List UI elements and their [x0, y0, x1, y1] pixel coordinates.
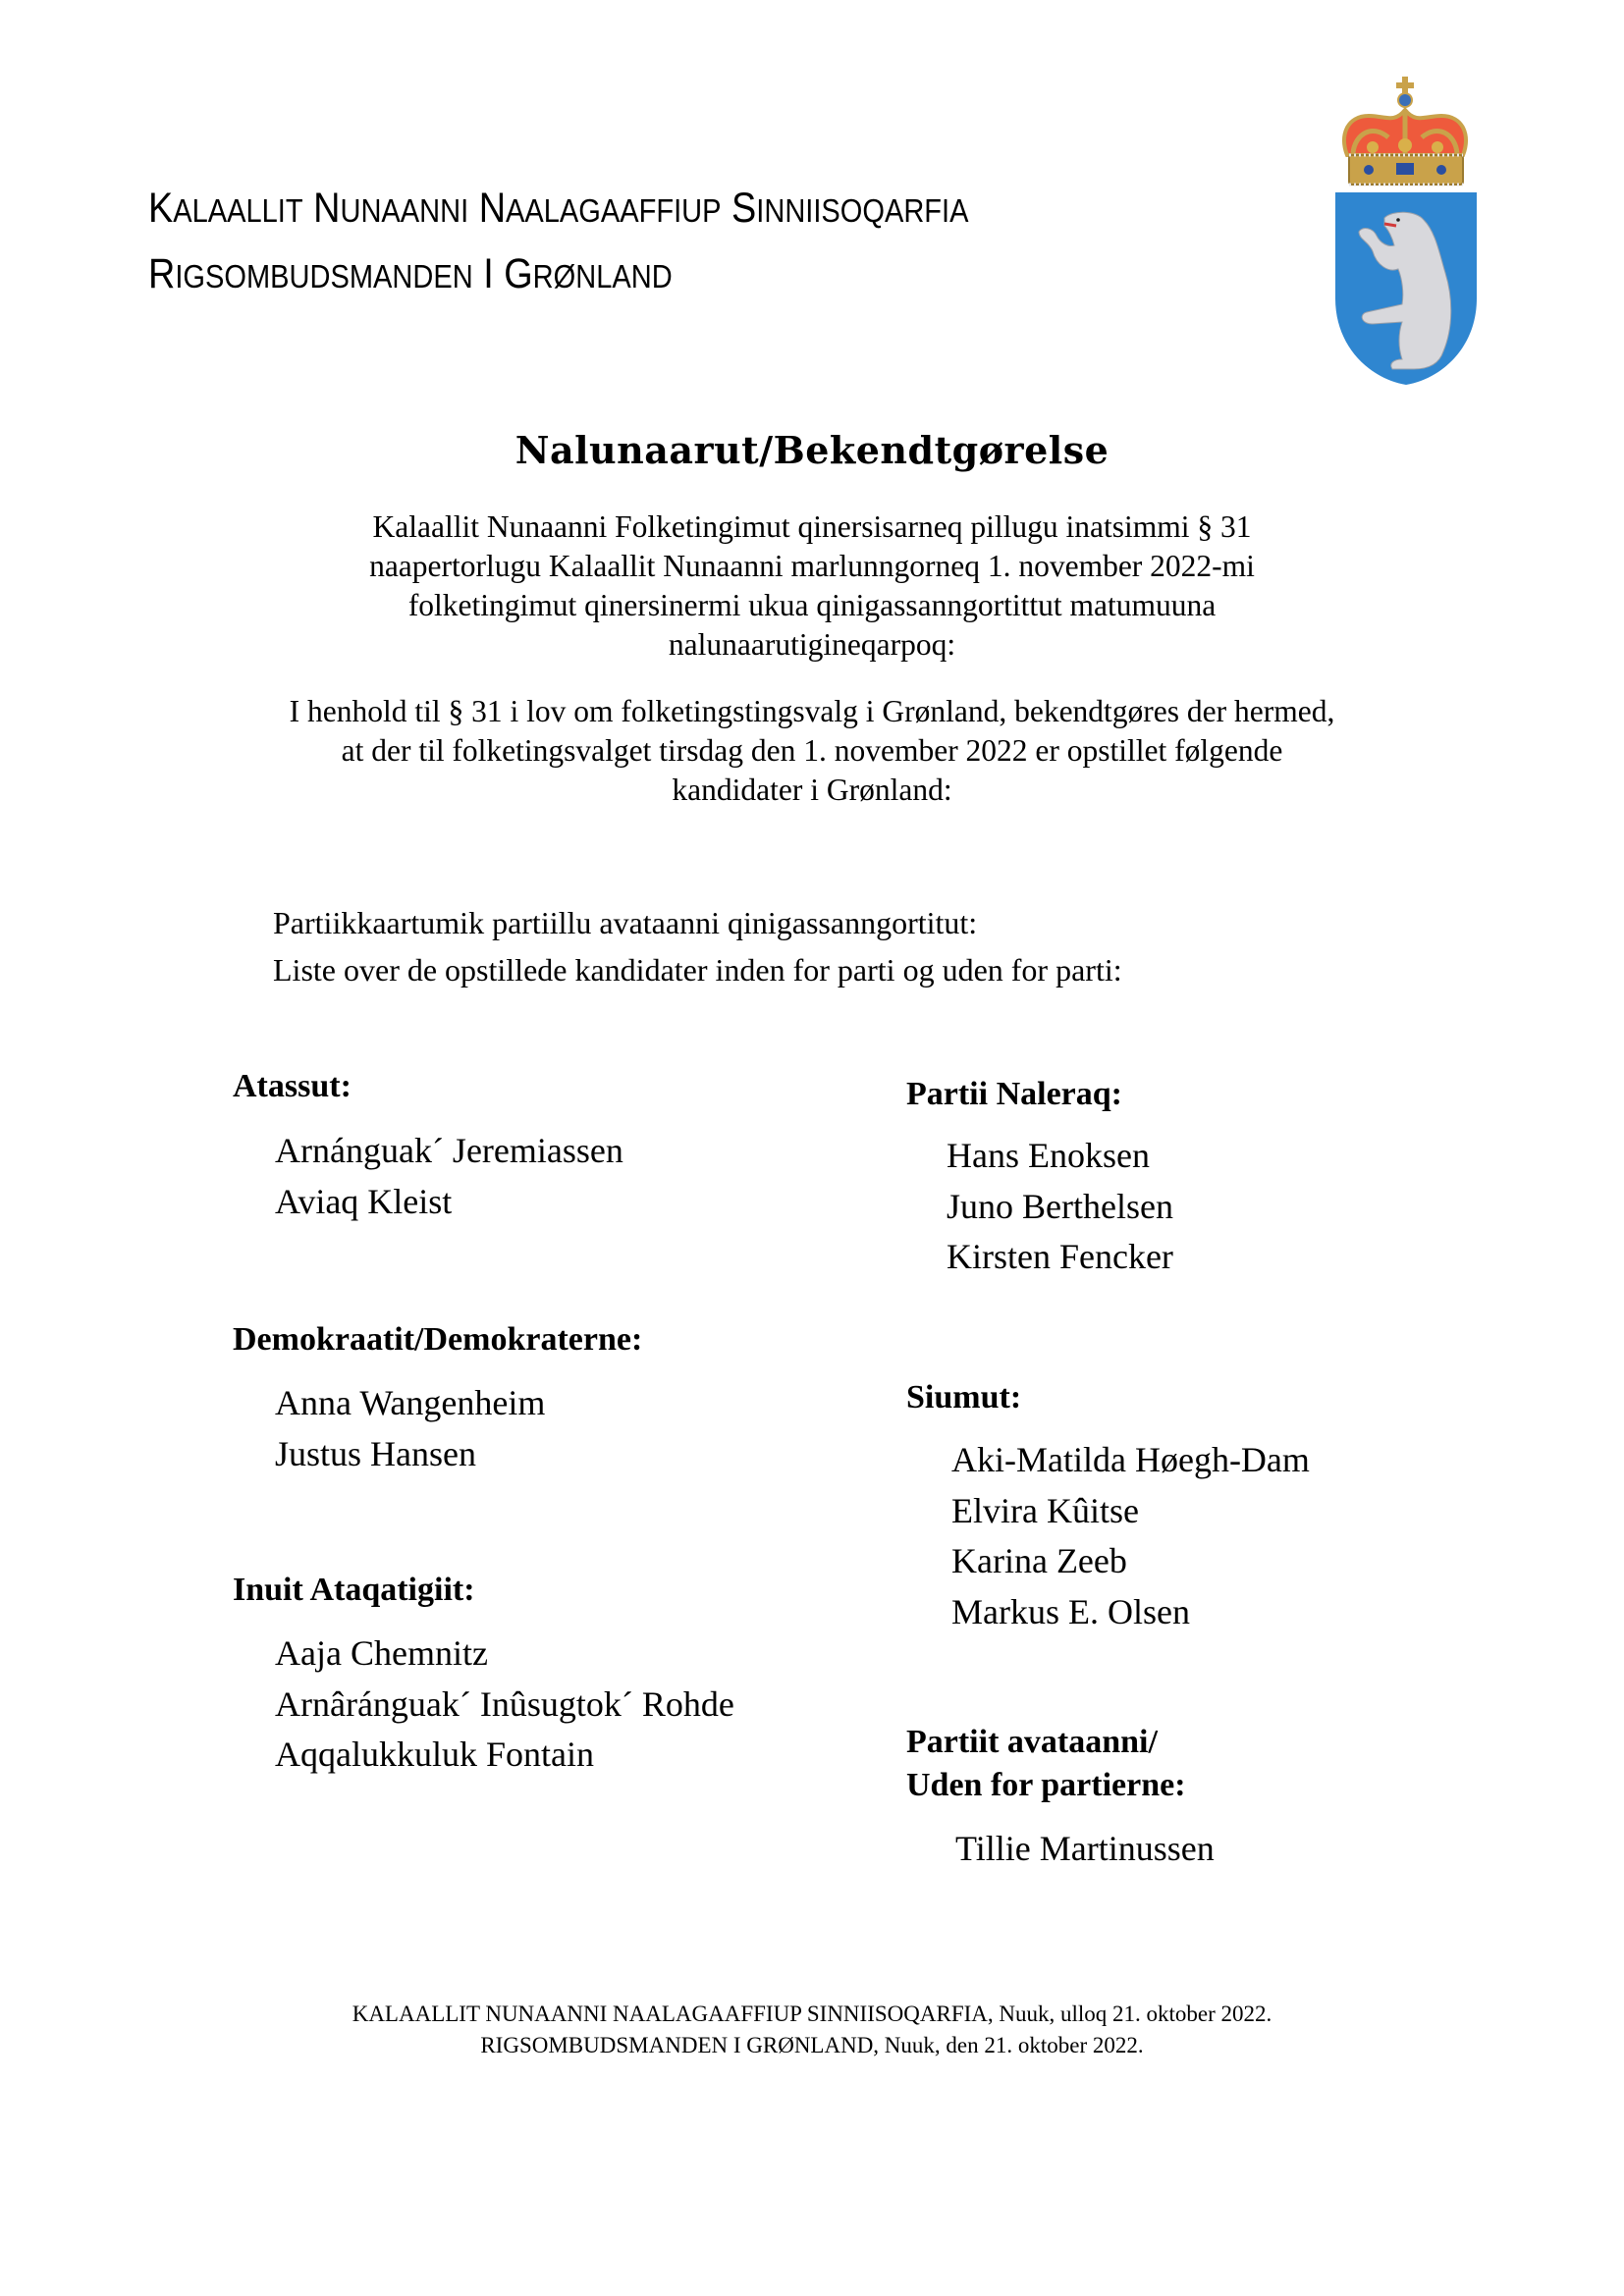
coat-of-arms — [1333, 77, 1479, 387]
header-cap: S — [731, 185, 757, 232]
party-heading-text: Inuit Ataqatigiit: — [233, 1572, 475, 1608]
list-intro-da: Liste over de opstillede kandidater inden for parti og uden for parti: — [273, 952, 1122, 988]
header-word — [148, 185, 303, 232]
candidate-name: Hans Enoksen — [947, 1136, 1150, 1175]
party-heading-siumut — [906, 1376, 1021, 1419]
footer-line-kl: KALAALLIT NUNAANNI NAALAGAAFFIUP SINNIISOQARFIA, Nuuk, ulloq 21. oktober 2022. — [352, 2002, 1272, 2026]
candidate-name: Aqqalukkuluk Fontain — [275, 1735, 594, 1774]
header-cap: N — [313, 185, 341, 232]
header-smallcaps: AALAGAAFFIUP — [506, 192, 722, 229]
candidate-list-demokraatit — [275, 1378, 545, 1479]
intro-line: at der til folketingsvalget tirsdag den 1. november 2022 er opstillet følgende — [341, 733, 1283, 768]
candidate-list-inuit-ataqatigiit — [275, 1629, 734, 1781]
intro-danish — [0, 692, 1624, 810]
header-word — [504, 250, 672, 297]
party-heading-text: Demokraatit/Demokraterne: — [233, 1321, 643, 1358]
candidate-name: Kirsten Fencker — [947, 1237, 1173, 1276]
party-heading-text: Siumut: — [906, 1379, 1022, 1415]
candidate-name: Juno Berthelsen — [947, 1186, 1173, 1226]
crown-icon — [1344, 77, 1466, 185]
party-heading-text: Uden for partierne: — [906, 1767, 1186, 1803]
signature-footer — [0, 1999, 1624, 2061]
candidate-list-siumut — [951, 1435, 1310, 1637]
intro-line: nalunaarutigineqarpoq: — [668, 627, 956, 662]
candidate-name: Arnâránguak´ Inûsugtok´ Rohde — [275, 1683, 734, 1724]
header-cap: K — [148, 185, 174, 232]
header-cap: G — [504, 250, 533, 297]
footer-line-da: RIGSOMBUDSMANDEN I GRØNLAND, Nuuk, den 21. oktober 2022. — [480, 2033, 1144, 2057]
candidate-name: Justus Hansen — [275, 1433, 476, 1473]
header-word — [313, 185, 468, 232]
party-heading-partii-naleraq — [906, 1073, 1122, 1116]
institution-name-kl — [148, 187, 968, 230]
intro-line: folketingimut qinersinermi ukua qinigassanngortittut matumuuna — [407, 588, 1217, 622]
intro-line: I henhold til § 31 i lov om folketingstingsvalg i Grønland, bekendtgøres der hermed, — [289, 694, 1335, 728]
party-heading-atassut — [233, 1065, 352, 1108]
candidate-name: Elvira Kûitse — [951, 1490, 1139, 1530]
header-cap: R — [148, 250, 176, 297]
list-intro-kl: Partiikkaartumik partiillu avataanni qinigassanngortitut: — [273, 905, 978, 940]
candidate-list-partii-naleraq — [947, 1131, 1173, 1283]
header-smallcaps: RØNLAND — [532, 258, 673, 294]
document-title: Nalunaarut/Bekendtgørelse — [514, 428, 1110, 472]
party-heading-text: Partii Naleraq: — [906, 1076, 1122, 1112]
header-word — [731, 185, 968, 232]
header-word — [479, 185, 722, 232]
party-heading-demokraatit — [233, 1318, 642, 1362]
party-heading-inuit-ataqatigiit — [233, 1569, 475, 1612]
candidate-name: Aaja Chemnitz — [275, 1633, 488, 1673]
candidate-name: Aviaq Kleist — [275, 1181, 453, 1221]
intro-greenlandic — [0, 507, 1624, 665]
header-smallcaps: INNIISOQARFIA — [756, 192, 969, 229]
intro-line: Kalaallit Nunaanni Folketingimut qinersisarneq pillugu inatsimmi § 31 — [372, 509, 1252, 544]
coat-of-arms-icon — [1333, 77, 1479, 387]
candidate-name: Aki-Matilda Høegh-Dam — [951, 1440, 1310, 1479]
candidate-name: Karina Zeeb — [951, 1541, 1127, 1580]
header-word — [483, 250, 494, 297]
candidate-list-atassut — [275, 1126, 623, 1227]
list-intro — [273, 899, 1122, 993]
party-heading-text: Partiit avataanni/ — [906, 1724, 1158, 1760]
party-heading-text: Atassut: — [233, 1068, 352, 1104]
header-smallcaps: UNAANNI — [340, 192, 469, 229]
party-heading-independents — [906, 1721, 1186, 1807]
header-word — [148, 250, 473, 297]
institution-name-da — [148, 250, 673, 297]
header-cap: N — [478, 185, 507, 232]
header-smallcaps: ALAALLIT — [173, 192, 303, 229]
header-smallcaps: IGSOMBUDSMANDEN — [175, 258, 473, 294]
header-cap: I — [483, 250, 494, 297]
candidate-name: Anna Wangenheim — [275, 1383, 546, 1422]
intro-line: kandidater i Grønland: — [672, 773, 952, 807]
candidate-name: Arnánguak´ Jeremiassen — [275, 1131, 623, 1170]
candidate-name: Tillie Martinussen — [955, 1829, 1215, 1868]
candidate-list-independents — [955, 1824, 1215, 1875]
intro-line: naapertorlugu Kalaallit Nunaanni marlunngorneq 1. november 2022-mi — [369, 549, 1255, 583]
candidate-name: Markus E. Olsen — [951, 1591, 1190, 1631]
